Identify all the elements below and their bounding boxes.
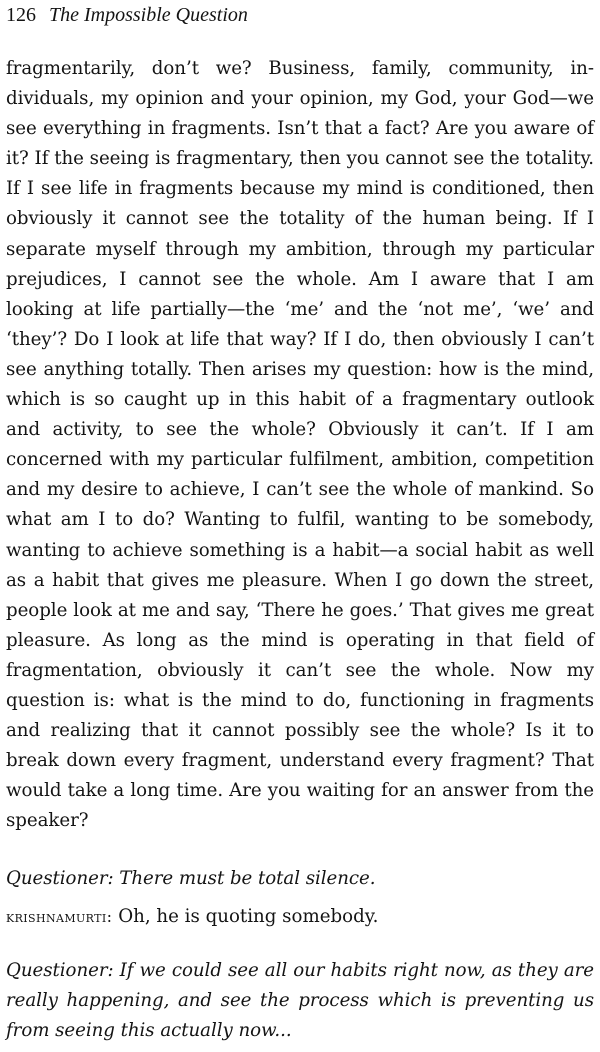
body-paragraph: fragmentarily, don’t we? Business, family, community, individuals, my opinion and your opinion, my God, your God—we see everything in fragments. Isn’t that a fact? Are you aware of it? If the seeing is fragmentary, then you cannot see the totality. If I see life in fragments because my mind is conditioned, then obviously it cannot see the totality of the human being. If I separate myself through my ambition, through my particular prejudices, I cannot see the whole. Am I aware that I am looking at life partially—the ‘me’ and the ‘not me’, ‘we’ and ‘they’? Do I look at life that way? If I do, then obviously I can’t see anything totally. Then arises my question: how is the mind, which is so caught up in this habit of a fragmentary outlook and activity, to see the whole? Obviously it can’t. If I am concerned with my particular fulfilment, ambition, competition and my desire to achieve, I can’t see the whole of mankind. So what am I to do? Wanting to fulfil, wanting to be somebody, wanting to achieve something is a habit—a social habit as well as a habit that gives me pleasure. When I go down the street, people look at me and say, ‘There he goes.’ That gives me great pleasure. As long as the mind is operating in that field of fragmentation, obviously it can’t see the whole. Now my question is: what is the mind to do, functioning in fragments and realizing that it cannot possibly see the whole? Is it to break down every fragment, understand every fragment? That would take a long time. Are you waiting for an answer from the speaker? [6, 58, 594, 832]
questioner-line-2: Questioner: If we could see all our habits right now, as they are really happening, and see the process which is preventing us from seeing this actually now... [6, 959, 594, 1041]
krishnamurti-reply [6, 902, 594, 932]
running-head [6, 2, 594, 28]
speaker-label: krishnamurti: [6, 906, 113, 926]
questioner-line-1: Questioner: There must be total silence. [6, 868, 376, 890]
book-title: The Impossible Question [49, 4, 248, 26]
book-page [6, 0, 594, 1046]
reply-text: Oh, he is quoting somebody. [112, 905, 379, 927]
page-number: 126 [6, 4, 36, 26]
